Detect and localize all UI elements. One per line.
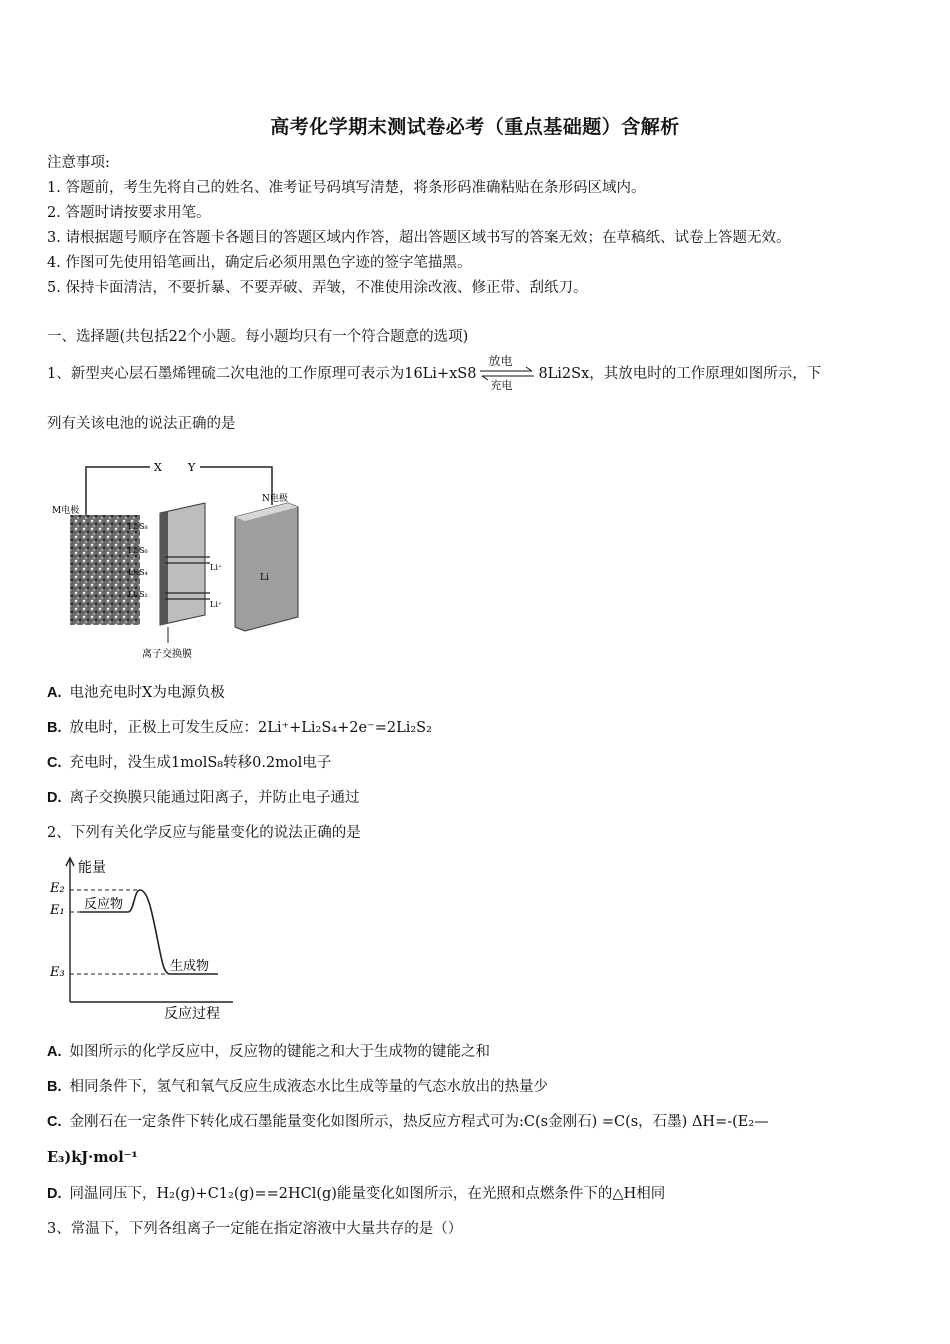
q1-stem-line1 [47,354,822,392]
notice-heading: 注意事项: [47,155,110,171]
q1-option-d: D. 离子交换膜只能通过阳离子，并防止电子通过 [47,790,360,806]
species-1: Li₂S₈ [128,522,148,531]
energy-diagram [48,852,248,1020]
battery-diagram [50,455,310,665]
e2-label: E₂ [50,881,65,896]
notice-item-3: 3. 请根据题号顺序在答题卡各题目的答题区域内作答，超出答题区域书写的答案无效；在草稿纸、试卷上答题无效。 [47,230,791,246]
notice-item-1: 1. 答题前，考生先将自己的姓名、准考证号码填写清楚，将条形码准确粘贴在条形码区域内。 [47,180,646,196]
product-label: 生成物 [170,959,210,974]
q2-stem: 2、下列有关化学反应与能量变化的说法正确的是 [47,825,361,841]
y-label: Y [188,461,196,474]
li-ion-label-1: Li⁺ [210,563,223,572]
q1-stem-a: 1、新型夹心层石墨烯锂硫二次电池的工作原理可表示为16Li+xS8 [47,366,477,382]
species-4: Li₂S₂ [128,590,148,599]
q1-option-c: C. 充电时，没生成1molS₈转移0.2mol电子 [47,755,332,771]
section-heading: 一、选择题(共包括22个小题。每小题均只有一个符合题意的选项) [47,329,469,345]
page-title: 高考化学期末测试卷必考（重点基础题）含解析 [270,116,680,138]
membrane-label: 离子交换膜 [142,649,192,660]
x-axis-label: 反应过程 [164,1006,220,1020]
membrane-edge [160,511,168,625]
n-electrode [235,503,298,631]
wire-x [86,467,150,515]
arrow-bottom-label: 充电 [490,379,513,392]
e1-label: E₁ [50,903,65,918]
q2-option-b: B. 相同条件下，氢气和氧气反应生成液态水比生成等量的气态水放出的热量少 [47,1079,548,1095]
arrow-top-label: 放电 [488,354,513,368]
q2-option-c: C. 金刚石在一定条件下转化成石墨能量变化如图所示，热反应方程式可为:C(s金刚石) =C(s，石墨) ΔH=-(E₂— [47,1114,769,1130]
reversible-arrow [478,354,536,392]
y-axis-label: 能量 [78,860,106,876]
x-label: X [154,461,162,474]
q2-option-a: A. 如图所示的化学反应中，反应物的键能之和大于生成物的键能之和 [47,1044,490,1060]
notice-item-5: 5. 保持卡面清洁，不要折暴、不要弄破、弄皱，不准使用涂改液、修正带、刮纸刀。 [47,280,588,296]
li-ion-label-2: Li⁺ [210,600,223,609]
species-3: Li₂S₄ [128,568,148,577]
q3-stem: 3、常温下，下列各组离子一定能在指定溶液中大量共存的是（） [47,1221,463,1237]
q1-option-b: B. 放电时，正极上可发生反应：2Li⁺+Li₂S₄+2e⁻=2Li₂S₂ [47,720,432,736]
species-2: Li₂S₆ [128,546,148,555]
q1-stem-b: 8Li2Sx，其放电时的工作原理如图所示，下 [538,366,822,382]
li-label: Li [260,573,269,583]
reactant-label: 反应物 [84,897,124,912]
notice-item-2: 2. 答题时请按要求用笔。 [47,205,211,221]
m-electrode-label: M电极 [52,506,80,516]
q1-option-a: A. 电池充电时X为电源负极 [47,685,225,701]
q1-stem-line2: 列有关该电池的说法正确的是 [47,416,236,432]
q2-option-c-cont: E₃)kJ·mol⁻¹ [47,1149,138,1166]
e3-label: E₃ [50,965,65,980]
notice-item-4: 4. 作图可先使用铅笔画出，确定后必须用黑色字迹的签字笔描黑。 [47,255,472,271]
q2-option-d: D. 同温同压下，H₂(g)+C1₂(g)==2HCl(g)能量变化如图所示，在光照和点燃条件下的△H相同 [47,1186,666,1202]
n-electrode-label: N电极 [262,494,288,504]
